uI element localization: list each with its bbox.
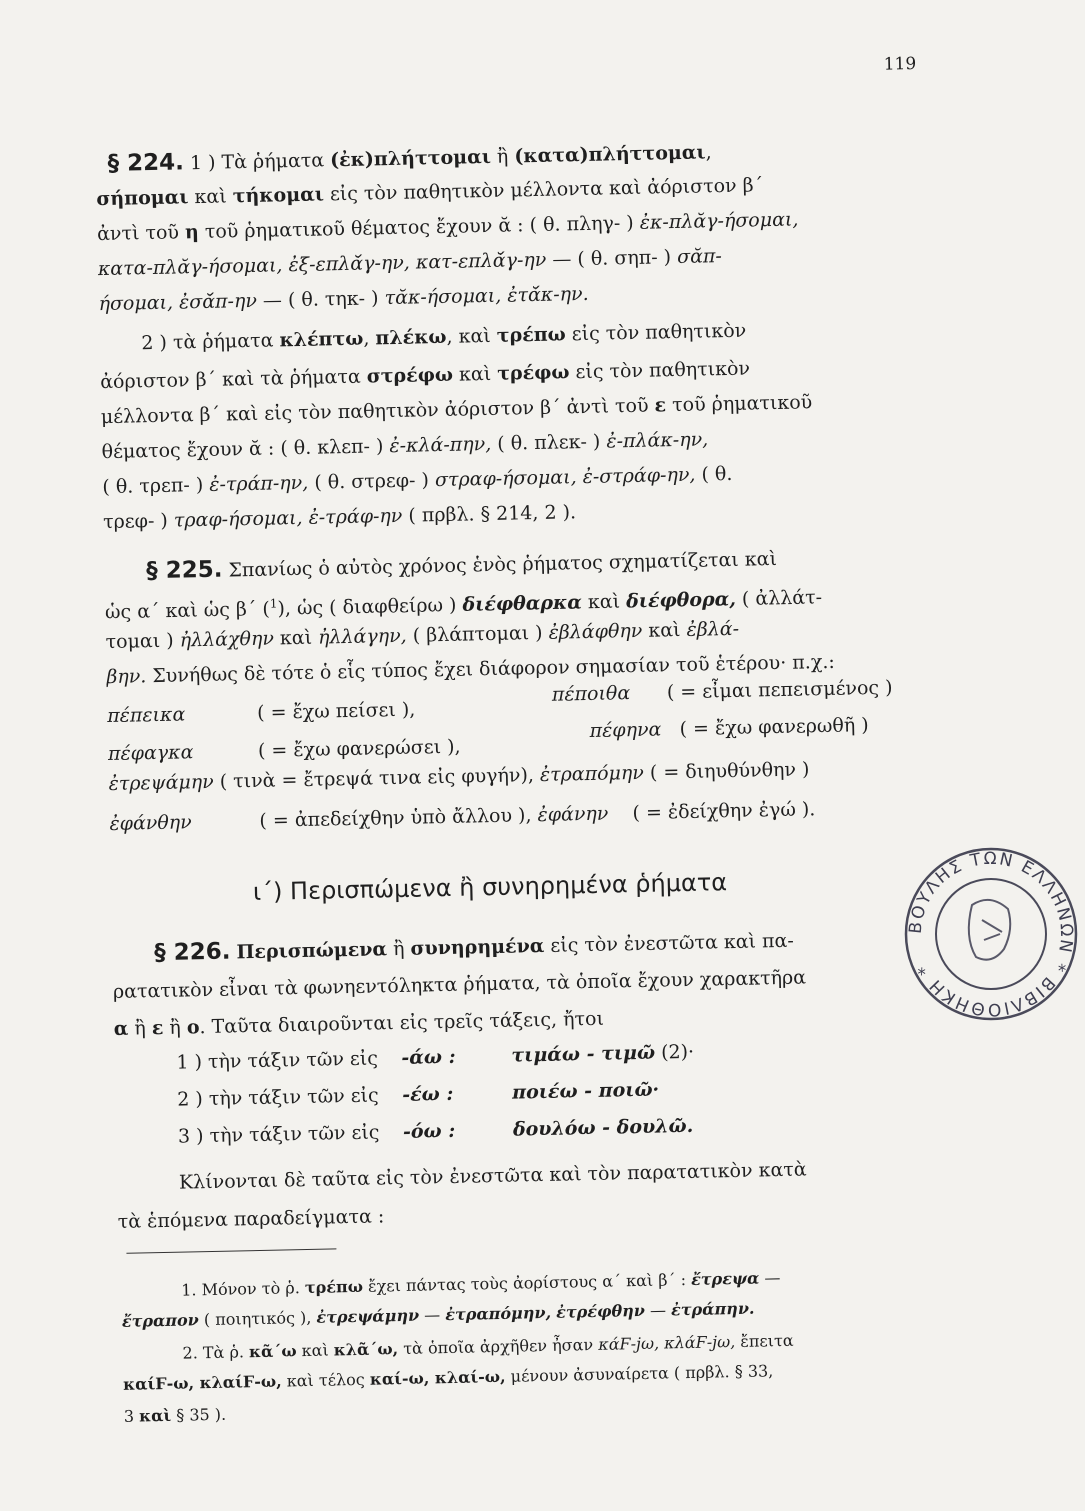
s225-line-1: § 225. Σπανίως ὁ αὐτὸς χρόνος ἑνὸς ῥήματος σχηματίζεται καὶ	[145, 547, 778, 585]
s224-line-10: ( θ. τρεπ- ) ἐ-τράπ-ην, ( θ. στρεφ- ) στραφ-ήσομαι, ἐ-στράφ-ην, ( θ.	[102, 462, 733, 499]
s226-line-8: τὰ ἑπόμενα παραδείγματα :	[117, 1205, 385, 1233]
s224-line-7: ἀόριστον β´ καὶ τὰ ῥήματα στρέφω καὶ τρέφω εἰς τὸν παθητικὸν	[99, 357, 751, 394]
footnote-1-line-1: 1. Μόνον τὸ ῥ. τρέπω ἔχει πάντας τοὺς ἀορίστους α´ καὶ β´ : ἔτρεψα —	[181, 1268, 781, 1300]
stamp-inner-ring	[936, 879, 1046, 989]
example-etrepsamin: ἐτρεψάμην ( τινὰ = ἔτρεψά τινα εἰς φυγήν), ἐτραπόμην ( = διηυθύνθην )	[108, 758, 810, 796]
s224-line-2: σήπομαι καὶ τήκομαι εἰς τὸν παθητικὸν μέλλοντα καὶ ἀόριστον β´	[96, 174, 764, 211]
example-pepoitha: πέποιθα ( = εἶμαι πεπεισμένος )	[551, 676, 893, 706]
s226-line-2: ρατατικὸν εἶναι τὰ φωνηεντόληκτα ῥήματα, τὰ ὁποῖα ἔχουν χαρακτῆρα	[112, 966, 807, 1003]
s225-line-4: βην. Συνήθως δὲ τότε ὁ εἷς τύπος ἔχει διάφορον σημασίαν τοῦ ἑτέρου· π.χ.:	[106, 650, 836, 689]
s226-line-7: Κλίνονται δὲ ταῦτα εἰς τὸν ἐνεστῶτα καὶ τὸν παρατατικὸν κατὰ	[178, 1158, 807, 1194]
stamp-text: ΒΟΥΛΗΣ ΤΩΝ ΕΛΛΗΝΩΝ * ΒΙΒΛΙΟΘΗΚΗ *	[905, 848, 1077, 1020]
example-pefagka: πέφαγκα ( = ἔχω φανερώσει ),	[107, 735, 461, 766]
s224-line-3: ἀντὶ τοῦ η τοῦ ῥηματικοῦ θέματος ἔχουν ᾰ : ( θ. πληγ- ) ἐκ-πλᾰγ-ήσομαι,	[96, 208, 799, 246]
s224-line-5: ήσομαι, ἐσᾰ́π-ην — ( θ. τηκ- ) τᾰκ-ήσομαι, ἐτᾰ́κ-ην.	[98, 282, 589, 316]
s224-line-4: κατα-πλᾰγ-ήσομαι, ἐξ-επλᾰ́γ-ην, κατ-επλᾰ́γ-ην — ( θ. σηπ- ) σᾰπ-	[97, 245, 723, 281]
s224-line-1: § 224. 1 ) Τὰ ῥήματα (ἐκ)πλήττομαι ἢ (κατα)πλήττομαι,	[107, 141, 712, 177]
s224-line-8: μέλλοντα β´ καὶ εἰς τὸν παθητικὸν ἀόριστον β´ ἀντὶ τοῦ ε τοῦ ῥηματικοῦ	[100, 391, 813, 429]
class-row-aw: 1 ) τὴν τάξιν τῶν εἰς -άω : τιμάω - τιμῶ (2)·	[176, 1040, 695, 1074]
library-stamp	[902, 845, 1080, 1023]
footnote-2-line-3: 3 καὶ § 35 ).	[123, 1404, 227, 1426]
class-row-ow: 3 ) τὴν τάξιν τῶν εἰς -όω : δουλόω - δουλῶ.	[177, 1114, 694, 1148]
example-pefina: πέφηνα ( = ἔχω φανερωθῆ )	[589, 714, 869, 742]
footnote-2-line-1: 2. Τὰ ῥ. κᾶ´ω καὶ κλᾶ´ω, τὰ ὁποῖα ἀρχῆθεν ἦσαν κάϜ-jω, κλάϜ-jω, ἔπειτα	[182, 1330, 794, 1363]
footnote-1-line-2: ἔτραπον ( ποιητικός ), ἐτρεψάμην — ἐτραπόμην, ἐτρέφθην — ἐτράπην.	[121, 1298, 755, 1331]
footnote-2-line-2: καίϜ-ω, κλαίϜ-ω, καὶ τέλος καί-ω, κλαί-ω, μένουν ἀσυναίρετα ( πρβλ. § 33,	[122, 1361, 774, 1394]
section-heading: ι´) Περισπώμενα ἢ συνηρημένα ῥήματα	[252, 868, 728, 907]
s226-line-3: α ἢ ε ἢ ο. Ταῦτα διαιροῦνται εἰς τρεῖς τάξεις, ἤτοι	[113, 1007, 605, 1040]
s226-line-1: § 226. Περισπώμενα ἢ συνηρημένα εἰς τὸν ἐνεστῶτα καὶ πα-	[153, 929, 794, 967]
s224-line-6: 2 ) τὰ ῥήματα κλέπτω, πλέκω, καὶ τρέπω εἰς τὸν παθητικὸν	[141, 319, 747, 355]
stamp-figure-icon	[969, 900, 1010, 960]
s224-line-11: τρεφ- ) τραφ-ήσομαι, ἐ-τράφ-ην ( πρβλ. § 214, 2 ).	[102, 501, 577, 534]
footnote-rule	[126, 1248, 336, 1253]
example-efanthin: ἐφάνθην ( = ἀπεδείχθην ὑπὸ ἄλλου ), ἐφάνην ( = ἐδείχθην ἐγώ ).	[109, 798, 816, 836]
s225-line-3: τομαι ) ἠλλάχθην καὶ ἠλλάγην, ( βλάπτομαι ) ἐβλάφθην καὶ ἐβλά-	[105, 617, 740, 654]
s225-line-2: ὡς α´ καὶ ὡς β´ ($^1$), ὡς ( διαφθείρω ) διέφθαρκα καὶ διέφθορα, ( ἀλλάτ-	[104, 586, 823, 624]
s224-line-9: θέματος ἔχουν ᾰ : ( θ. κλεπ- ) ἐ-κλά-πην, ( θ. πλεκ- ) ἐ-πλάκ-ην,	[101, 428, 709, 464]
example-pepeika: πέπεικα ( = ἔχω πείσει ),	[106, 698, 416, 728]
class-row-ew: 2 ) τὴν τάξιν τῶν εἰς -έω : ποιέω - ποιῶ·	[177, 1078, 660, 1111]
page-number: 119	[883, 53, 917, 75]
